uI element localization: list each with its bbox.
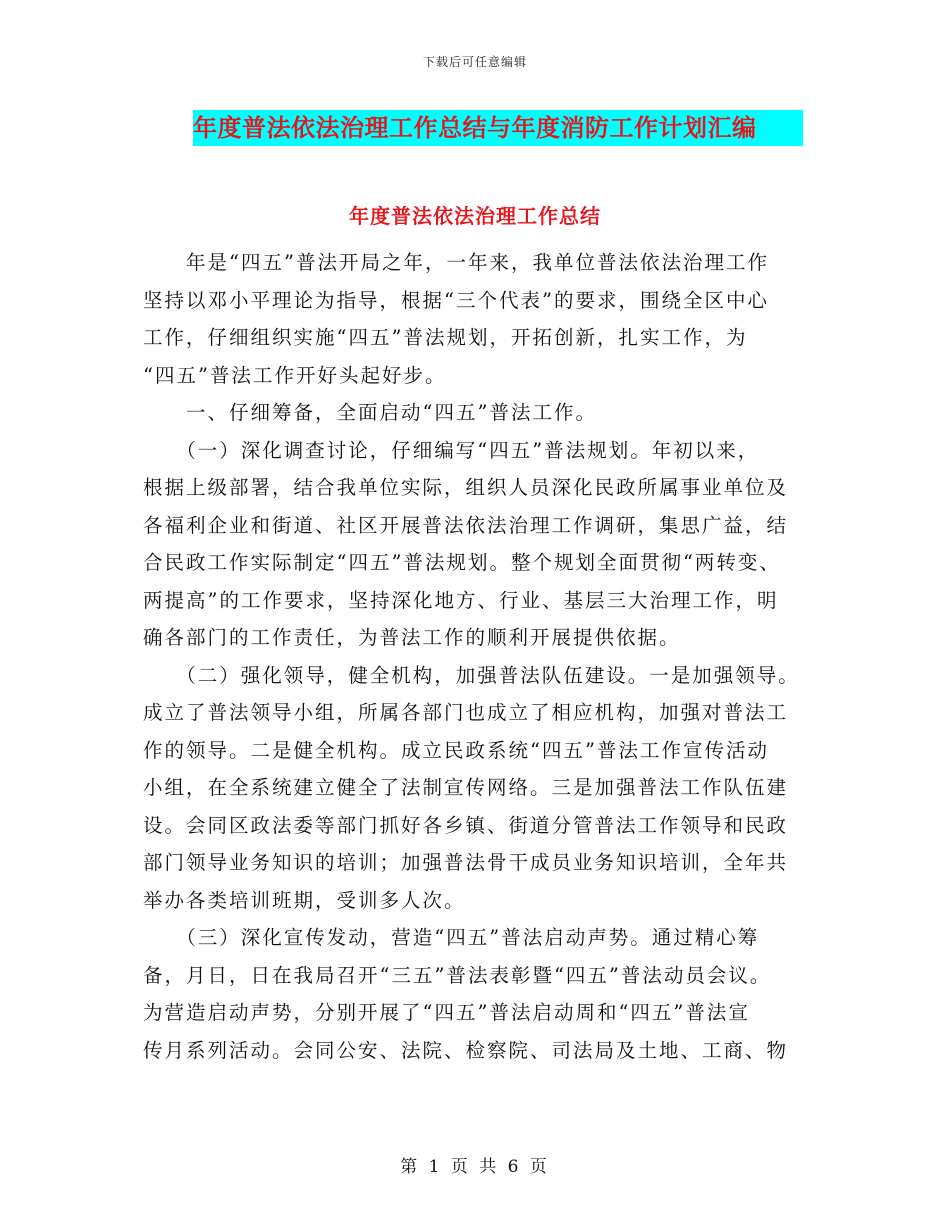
header-note: 下载后可任意编辑 <box>422 55 527 69</box>
body-line: 两提高”的工作要求，坚持深化地方、行业、基层三大治理工作，明 <box>143 588 779 612</box>
section-title: 年度普法依法治理工作总结 <box>349 204 601 228</box>
body-line: （二）强化领导，健全机构，加强普法队伍建设。一是加强领导。 <box>143 663 800 687</box>
body-text <box>143 244 808 1069</box>
body-line: 传月系列活动。会同公安、法院、检察院、司法局及土地、工商、物 <box>143 1038 789 1062</box>
body-line: 根据上级部署，结合我单位实际，组织人员深化民政所属事业单位及 <box>143 476 789 499</box>
body-line: 年是“四五”普法开局之年，一年来，我单位普法依法治理工作 <box>143 251 769 274</box>
main-title: 年度普法依法治理工作总结与年度消防工作计划汇编 <box>193 114 757 142</box>
body-line: 作的领导。二是健全机构。成立民政系统“四五”普法工作宣传活动 <box>143 738 769 762</box>
body-line: 工作，仔细组织实施“四五”普法规划，开拓创新，扎实工作，为 <box>143 326 748 349</box>
body-line: 成立了普法领导小组，所属各部门也成立了相应机构，加强对普法工 <box>143 701 789 724</box>
main-title-highlight <box>193 110 803 146</box>
body-line: 小组，在全系统建立健全了法制宣传网络。三是加强普法工作队伍建 <box>143 776 789 799</box>
body-line: （三）深化宣传发动，营造“四五”普法启动声势。通过精心筹 <box>143 926 760 949</box>
body-line: 设。会同区政法委等部门抓好各乡镇、街道分管普法工作领导和民政 <box>143 813 789 837</box>
body-line: 举办各类培训班期，受训多人次。 <box>143 888 466 912</box>
body-line: 坚持以邓小平理论为指导，根据“三个代表”的要求，围绕全区中心 <box>143 288 769 312</box>
body-line: 合民政工作实际制定“四五”普法规划。整个规划全面贯彻“两转变、 <box>143 551 781 574</box>
body-line: 确各部门的工作责任，为普法工作的顺利开展提供依据。 <box>143 626 681 649</box>
body-line: （一）深化调查讨论，仔细编写“四五”普法规划。年初以来， <box>143 438 760 462</box>
body-line: 为营造启动声势，分别开展了“四五”普法启动周和“四五”普法宣 <box>143 1001 750 1024</box>
body-line: 各福利企业和街道、社区开展普法依法治理工作调研，集思广益，结 <box>143 513 789 537</box>
body-line: “四五”普法工作开好头起好步。 <box>143 363 447 387</box>
body-line: 一、仔细筹备，全面启动“四五”普法工作。 <box>143 401 597 424</box>
page-footer: 第 1 页 共 6 页 <box>400 1157 550 1177</box>
body-line: 部门领导业务知识的培训；加强普法骨干成员业务知识培训，全年共 <box>143 851 789 874</box>
body-line: 备，月日，日在我局召开“三五”普法表彰暨“四五”普法动员会议。 <box>143 963 772 987</box>
